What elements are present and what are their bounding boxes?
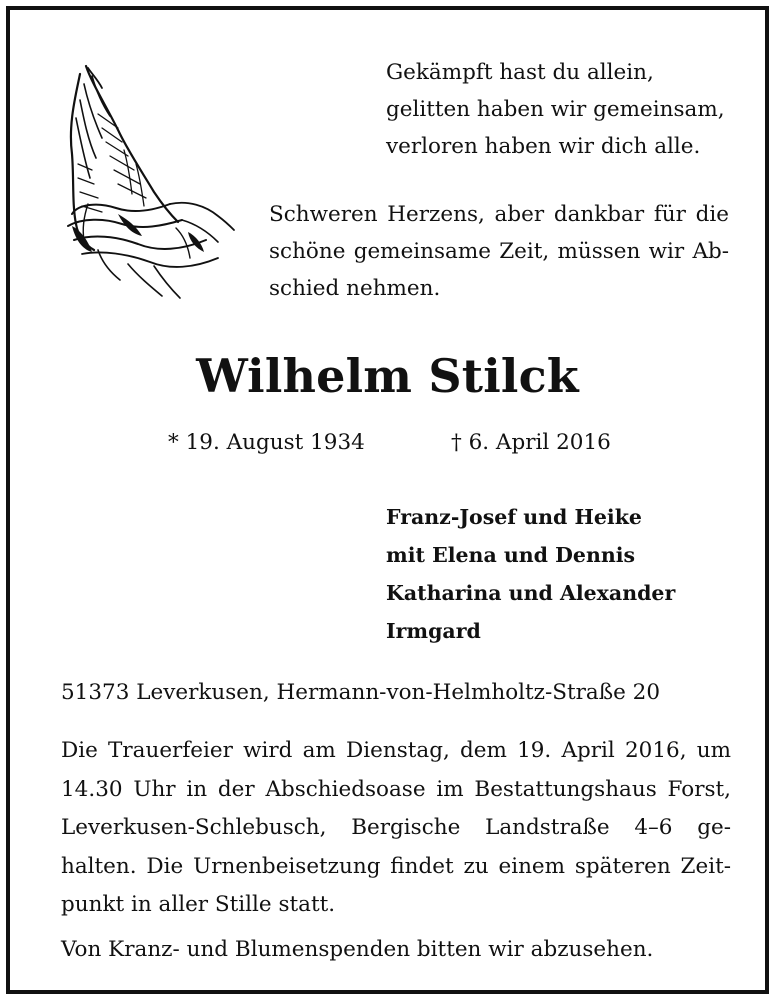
poem-line: gelitten haben wir gemeinsam, — [386, 97, 725, 122]
poem-line: verloren haben wir dich alle. — [386, 134, 701, 159]
birth-date: * 19. August 1934 — [168, 430, 365, 455]
family-line: mit Elena und Dennis — [386, 543, 636, 567]
address: 51373 Leverkusen, Hermann-von-Helmholtz-Straße 20 — [61, 680, 661, 705]
ceremony-line: 14.30 Uhr in der Abschiedsoase im Bestattungshaus Forst, — [61, 776, 731, 802]
obituary-frame — [6, 6, 769, 994]
closing-text: Von Kranz- und Blumenspenden bitten wir abzusehen. — [61, 937, 654, 962]
ceremony-line: Leverkusen-Schlebusch, Bergische Landstraße 4–6 ge- — [61, 815, 731, 840]
ceremony-line: halten. Die Urnenbeisetzung findet zu einem späteren Zeit- — [61, 853, 731, 879]
family-line: Irmgard — [386, 619, 481, 643]
poem — [386, 54, 725, 165]
poem-line: Gekämpft hast du allein, — [386, 60, 654, 85]
intro-text — [269, 196, 729, 307]
intro-line: Schweren Herzens, aber dankbar für die — [269, 202, 729, 227]
family-line: Franz-Josef und Heike — [386, 505, 642, 529]
family-list — [386, 498, 675, 650]
deceased-name: Wilhelm Stilck — [196, 349, 579, 403]
intro-line: schöne gemeinsame Zeit, müssen wir Ab- — [269, 239, 729, 264]
family-line: Katharina und Alexander — [386, 581, 676, 605]
intro-line: schied nehmen. — [269, 276, 441, 301]
death-date: † 6. April 2016 — [451, 430, 611, 455]
ceremony-line: punkt in aller Stille statt. — [61, 892, 336, 917]
praying-hands-icon — [58, 54, 238, 304]
ceremony-text — [61, 732, 731, 925]
ceremony-line: Die Trauerfeier wird am Dienstag, dem 19. April 2016, um — [61, 738, 731, 763]
